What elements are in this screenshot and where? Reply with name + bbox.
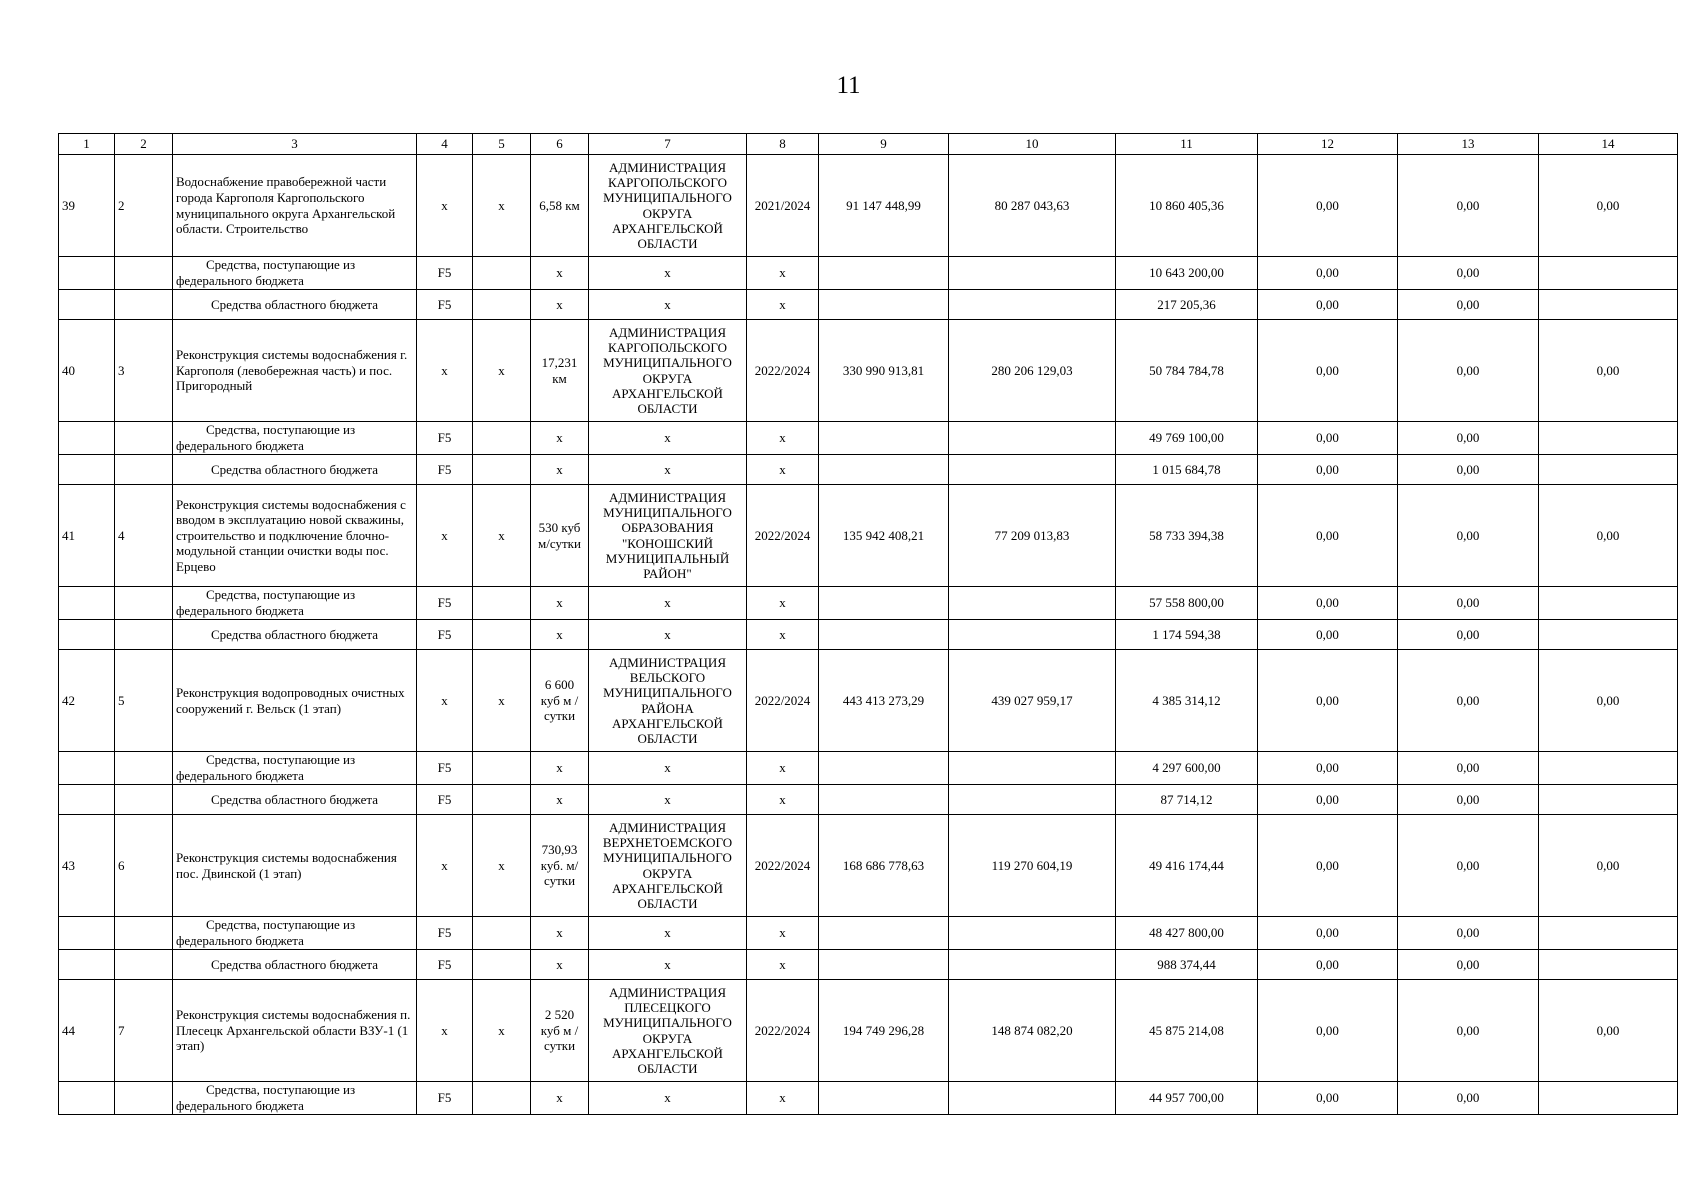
capacity: 6,58 км — [531, 155, 589, 257]
cell-c10: 439 027 959,17 — [949, 650, 1116, 752]
cell-c4: x — [417, 815, 473, 917]
cell-c10: 77 209 013,83 — [949, 485, 1116, 587]
cell-c6: x — [531, 422, 589, 455]
cell-c6: x — [531, 290, 589, 320]
column-header: 1 — [59, 134, 115, 155]
cell-c7: x — [589, 455, 747, 485]
federal-row — [59, 752, 1678, 785]
cell-c5: x — [473, 320, 531, 422]
cell-c8: x — [747, 950, 819, 980]
object-name: Реконструкция системы водоснабжения г. Каргополя (левобережная часть) и пос. Пригородный — [173, 320, 417, 422]
cell-c13: 0,00 — [1398, 485, 1539, 587]
cell-c8: x — [747, 1082, 819, 1115]
cell-c13: 0,00 — [1398, 950, 1539, 980]
cell-c6: x — [531, 950, 589, 980]
column-header: 12 — [1258, 134, 1398, 155]
agency: АДМИНИСТРАЦИЯ ПЛЕСЕЦКОГО МУНИЦИПАЛЬНОГО ОКРУГА АРХАНГЕЛЬСКОЙ ОБЛАСТИ — [589, 980, 747, 1082]
capacity: 17,231 км — [531, 320, 589, 422]
cell-c13: 0,00 — [1398, 650, 1539, 752]
column-header: 6 — [531, 134, 589, 155]
regional-row — [59, 290, 1678, 320]
cell-c5: x — [473, 650, 531, 752]
object-row — [59, 815, 1678, 917]
period: 2022/2024 — [747, 320, 819, 422]
cell-c5: x — [473, 155, 531, 257]
cell-c7: x — [589, 917, 747, 950]
cell-c6: x — [531, 752, 589, 785]
cell-c11: 45 875 214,08 — [1116, 980, 1258, 1082]
cell-c13: 0,00 — [1398, 815, 1539, 917]
cell-c11: 217 205,36 — [1116, 290, 1258, 320]
cell-c6: x — [531, 917, 589, 950]
row-number: 41 — [59, 485, 115, 587]
cell-c14: 0,00 — [1539, 320, 1678, 422]
cell-c11: 10 643 200,00 — [1116, 257, 1258, 290]
cell-c7: x — [589, 785, 747, 815]
cell-c13: 0,00 — [1398, 320, 1539, 422]
cell-c4: x — [417, 485, 473, 587]
sub-number: 3 — [115, 320, 173, 422]
object-row — [59, 320, 1678, 422]
cell-c4: x — [417, 650, 473, 752]
period: 2022/2024 — [747, 485, 819, 587]
cell-c11: 48 427 800,00 — [1116, 917, 1258, 950]
object-row — [59, 155, 1678, 257]
agency: АДМИНИСТРАЦИЯ ВЕРХНЕТОЕМСКОГО МУНИЦИПАЛЬНОГО ОКРУГА АРХАНГЕЛЬСКОЙ ОБЛАСТИ — [589, 815, 747, 917]
cell-c8: x — [747, 587, 819, 620]
cell-c13: 0,00 — [1398, 785, 1539, 815]
source-label: Средства областного бюджета — [173, 950, 417, 980]
cell-c7: x — [589, 587, 747, 620]
cell-c12: 0,00 — [1258, 155, 1398, 257]
cell-c14: 0,00 — [1539, 650, 1678, 752]
cell-c12: 0,00 — [1258, 1082, 1398, 1115]
cell-c13: 0,00 — [1398, 455, 1539, 485]
period: 2022/2024 — [747, 815, 819, 917]
column-header: 11 — [1116, 134, 1258, 155]
cell-c5: x — [473, 815, 531, 917]
cell-c12: 0,00 — [1258, 752, 1398, 785]
cell-c10: 119 270 604,19 — [949, 815, 1116, 917]
cell-c11: 50 784 784,78 — [1116, 320, 1258, 422]
agency: АДМИНИСТРАЦИЯ КАРГОПОЛЬСКОГО МУНИЦИПАЛЬНОГО ОКРУГА АРХАНГЕЛЬСКОЙ ОБЛАСТИ — [589, 320, 747, 422]
cell-c13: 0,00 — [1398, 257, 1539, 290]
source-label: Средства областного бюджета — [173, 785, 417, 815]
column-header: 10 — [949, 134, 1116, 155]
budget-code: F5 — [417, 785, 473, 815]
cell-c12: 0,00 — [1258, 257, 1398, 290]
cell-c12: 0,00 — [1258, 620, 1398, 650]
cell-c11: 1 015 684,78 — [1116, 455, 1258, 485]
cell-c9: 194 749 296,28 — [819, 980, 949, 1082]
cell-c7: x — [589, 1082, 747, 1115]
cell-c7: x — [589, 950, 747, 980]
capacity: 730,93 куб. м/сутки — [531, 815, 589, 917]
agency: АДМИНИСТРАЦИЯ КАРГОПОЛЬСКОГО МУНИЦИПАЛЬНОГО ОКРУГА АРХАНГЕЛЬСКОЙ ОБЛАСТИ — [589, 155, 747, 257]
cell-c11: 57 558 800,00 — [1116, 587, 1258, 620]
cell-c12: 0,00 — [1258, 320, 1398, 422]
budget-code: F5 — [417, 620, 473, 650]
source-label: Средства областного бюджета — [173, 290, 417, 320]
cell-c12: 0,00 — [1258, 485, 1398, 587]
cell-c10: 148 874 082,20 — [949, 980, 1116, 1082]
cell-c11: 44 957 700,00 — [1116, 1082, 1258, 1115]
source-label: Средства, поступающие из федерального бюджета — [173, 587, 417, 620]
budget-table — [58, 133, 1678, 1115]
sub-number: 5 — [115, 650, 173, 752]
cell-c11: 49 416 174,44 — [1116, 815, 1258, 917]
cell-c13: 0,00 — [1398, 620, 1539, 650]
cell-c6: x — [531, 587, 589, 620]
row-number: 43 — [59, 815, 115, 917]
cell-c11: 49 769 100,00 — [1116, 422, 1258, 455]
cell-c6: x — [531, 455, 589, 485]
cell-c12: 0,00 — [1258, 917, 1398, 950]
cell-c8: x — [747, 290, 819, 320]
cell-c13: 0,00 — [1398, 980, 1539, 1082]
row-number: 39 — [59, 155, 115, 257]
source-label: Средства, поступающие из федерального бюджета — [173, 917, 417, 950]
cell-c4: x — [417, 320, 473, 422]
agency: АДМИНИСТРАЦИЯ МУНИЦИПАЛЬНОГО ОБРАЗОВАНИЯ "КОНОШСКИЙ МУНИЦИПАЛЬНЫЙ РАЙОН" — [589, 485, 747, 587]
budget-code: F5 — [417, 422, 473, 455]
cell-c10: 280 206 129,03 — [949, 320, 1116, 422]
column-header: 3 — [173, 134, 417, 155]
cell-c13: 0,00 — [1398, 752, 1539, 785]
sub-number: 2 — [115, 155, 173, 257]
cell-c8: x — [747, 455, 819, 485]
cell-c6: x — [531, 785, 589, 815]
regional-row — [59, 620, 1678, 650]
cell-c13: 0,00 — [1398, 155, 1539, 257]
agency: АДМИНИСТРАЦИЯ ВЕЛЬСКОГО МУНИЦИПАЛЬНОГО РАЙОНА АРХАНГЕЛЬСКОЙ ОБЛАСТИ — [589, 650, 747, 752]
cell-c12: 0,00 — [1258, 422, 1398, 455]
cell-c6: x — [531, 620, 589, 650]
cell-c12: 0,00 — [1258, 650, 1398, 752]
source-label: Средства областного бюджета — [173, 620, 417, 650]
cell-c11: 1 174 594,38 — [1116, 620, 1258, 650]
cell-c4: x — [417, 980, 473, 1082]
page-number: 11 — [836, 72, 861, 99]
cell-c9: 330 990 913,81 — [819, 320, 949, 422]
cell-c13: 0,00 — [1398, 422, 1539, 455]
cell-c12: 0,00 — [1258, 785, 1398, 815]
cell-c6: x — [531, 1082, 589, 1115]
federal-row — [59, 587, 1678, 620]
cell-c12: 0,00 — [1258, 815, 1398, 917]
cell-c11: 87 714,12 — [1116, 785, 1258, 815]
column-header: 4 — [417, 134, 473, 155]
source-label: Средства, поступающие из федерального бюджета — [173, 257, 417, 290]
budget-code: F5 — [417, 917, 473, 950]
cell-c12: 0,00 — [1258, 980, 1398, 1082]
object-row — [59, 650, 1678, 752]
cell-c7: x — [589, 257, 747, 290]
cell-c13: 0,00 — [1398, 1082, 1539, 1115]
cell-c12: 0,00 — [1258, 587, 1398, 620]
federal-row — [59, 422, 1678, 455]
cell-c6: x — [531, 257, 589, 290]
object-name: Реконструкция системы водоснабжения п. Плесецк Архангельской области ВЗУ-1 (1 этап) — [173, 980, 417, 1082]
cell-c5: x — [473, 980, 531, 1082]
cell-c7: x — [589, 422, 747, 455]
source-label: Средства, поступающие из федерального бюджета — [173, 752, 417, 785]
capacity: 530 куб м/сутки — [531, 485, 589, 587]
federal-row — [59, 917, 1678, 950]
cell-c9: 168 686 778,63 — [819, 815, 949, 917]
cell-c8: x — [747, 752, 819, 785]
column-header: 5 — [473, 134, 531, 155]
cell-c14: 0,00 — [1539, 155, 1678, 257]
budget-code: F5 — [417, 290, 473, 320]
row-number: 42 — [59, 650, 115, 752]
cell-c7: x — [589, 620, 747, 650]
federal-row — [59, 1082, 1678, 1115]
cell-c11: 58 733 394,38 — [1116, 485, 1258, 587]
cell-c8: x — [747, 422, 819, 455]
cell-c4: x — [417, 155, 473, 257]
column-header: 8 — [747, 134, 819, 155]
object-row — [59, 980, 1678, 1082]
column-number-row — [59, 134, 1678, 155]
sub-number: 4 — [115, 485, 173, 587]
cell-c5: x — [473, 485, 531, 587]
sub-number: 7 — [115, 980, 173, 1082]
cell-c9: 443 413 273,29 — [819, 650, 949, 752]
row-number: 44 — [59, 980, 115, 1082]
regional-row — [59, 455, 1678, 485]
federal-row — [59, 257, 1678, 290]
object-row — [59, 485, 1678, 587]
cell-c10: 80 287 043,63 — [949, 155, 1116, 257]
cell-c11: 4 297 600,00 — [1116, 752, 1258, 785]
column-header: 2 — [115, 134, 173, 155]
column-header: 13 — [1398, 134, 1539, 155]
source-label: Средства областного бюджета — [173, 455, 417, 485]
cell-c8: x — [747, 257, 819, 290]
cell-c9: 135 942 408,21 — [819, 485, 949, 587]
cell-c11: 10 860 405,36 — [1116, 155, 1258, 257]
cell-c8: x — [747, 917, 819, 950]
period: 2022/2024 — [747, 650, 819, 752]
cell-c12: 0,00 — [1258, 455, 1398, 485]
budget-code: F5 — [417, 455, 473, 485]
budget-code: F5 — [417, 257, 473, 290]
cell-c8: x — [747, 785, 819, 815]
cell-c12: 0,00 — [1258, 950, 1398, 980]
cell-c9: 91 147 448,99 — [819, 155, 949, 257]
cell-c14: 0,00 — [1539, 980, 1678, 1082]
object-name: Реконструкция системы водоснабжения с вводом в эксплуатацию новой скважины, строительство и подключение блочно-модульной станции очистки воды пос. Ерцево — [173, 485, 417, 587]
sub-number: 6 — [115, 815, 173, 917]
cell-c7: x — [589, 290, 747, 320]
capacity: 2 520 куб м / сутки — [531, 980, 589, 1082]
capacity: 6 600 куб м / сутки — [531, 650, 589, 752]
budget-code: F5 — [417, 950, 473, 980]
cell-c13: 0,00 — [1398, 587, 1539, 620]
period: 2022/2024 — [747, 980, 819, 1082]
period: 2021/2024 — [747, 155, 819, 257]
object-name: Реконструкция водопроводных очистных сооружений г. Вельск (1 этап) — [173, 650, 417, 752]
regional-row — [59, 950, 1678, 980]
cell-c13: 0,00 — [1398, 917, 1539, 950]
source-label: Средства, поступающие из федерального бюджета — [173, 422, 417, 455]
budget-code: F5 — [417, 752, 473, 785]
cell-c7: x — [589, 752, 747, 785]
cell-c14: 0,00 — [1539, 815, 1678, 917]
cell-c12: 0,00 — [1258, 290, 1398, 320]
row-number: 40 — [59, 320, 115, 422]
cell-c13: 0,00 — [1398, 290, 1539, 320]
column-header: 14 — [1539, 134, 1678, 155]
cell-c14: 0,00 — [1539, 485, 1678, 587]
cell-c11: 988 374,44 — [1116, 950, 1258, 980]
object-name: Реконструкция системы водоснабжения пос. Двинской (1 этап) — [173, 815, 417, 917]
regional-row — [59, 785, 1678, 815]
cell-c8: x — [747, 620, 819, 650]
cell-c11: 4 385 314,12 — [1116, 650, 1258, 752]
source-label: Средства, поступающие из федерального бюджета — [173, 1082, 417, 1115]
budget-code: F5 — [417, 587, 473, 620]
object-name: Водоснабжение правобережной части города Каргополя Каргопольского муниципального округа Архангельской области. Строительство — [173, 155, 417, 257]
column-header: 7 — [589, 134, 747, 155]
budget-code: F5 — [417, 1082, 473, 1115]
column-header: 9 — [819, 134, 949, 155]
